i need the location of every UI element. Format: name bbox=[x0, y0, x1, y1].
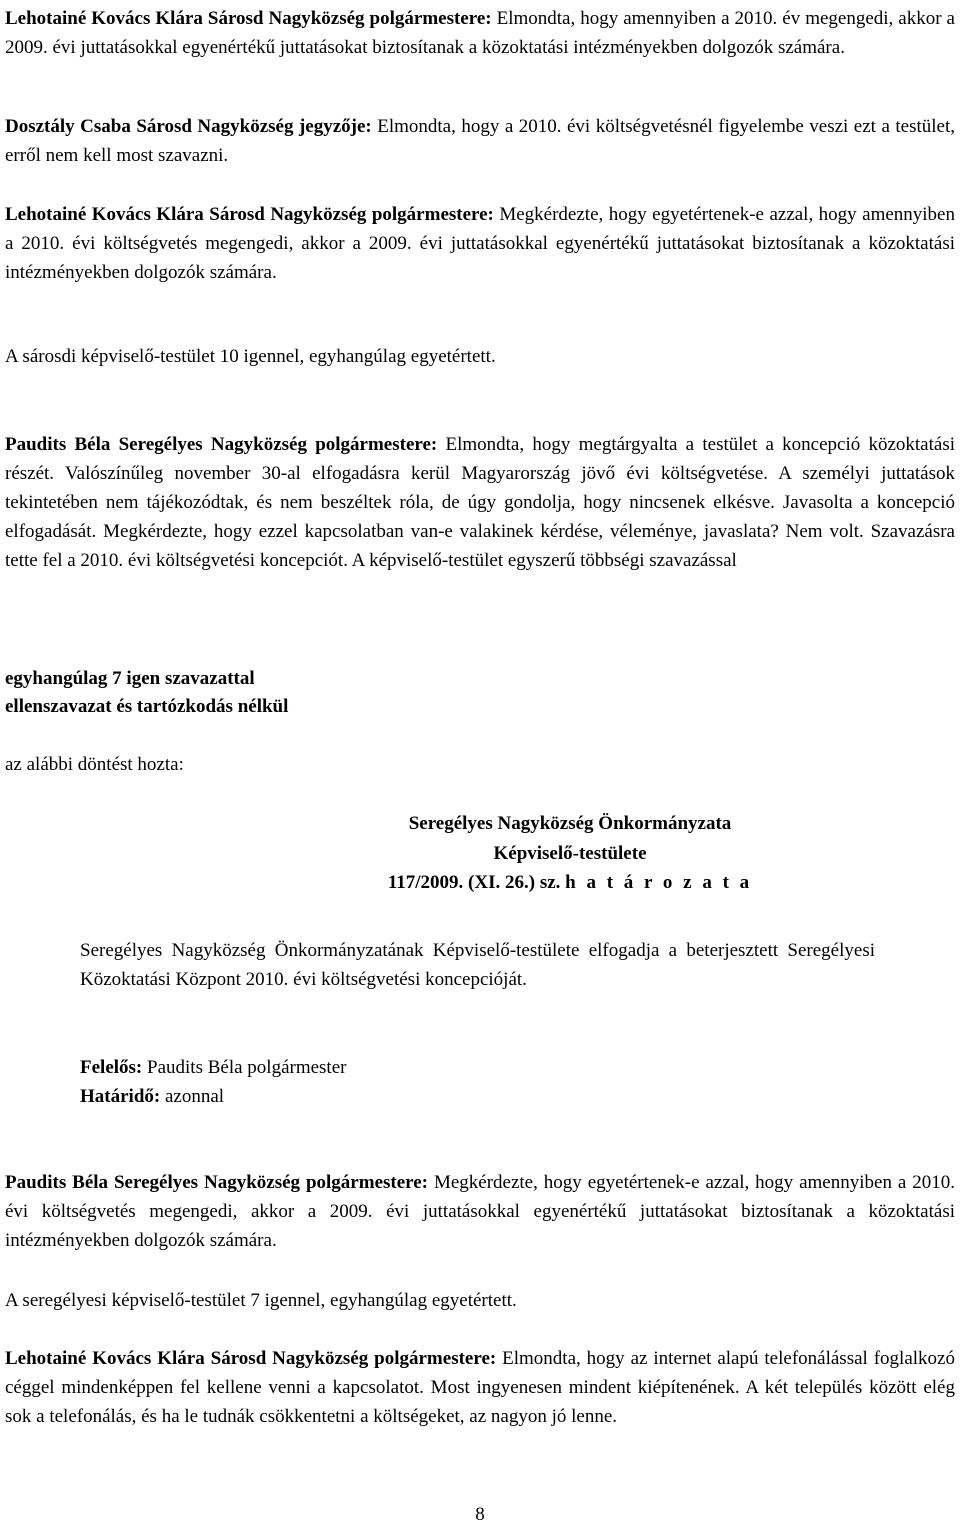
decision-title-1: Seregélyes Nagyközség Önkormányzata bbox=[408, 813, 732, 834]
paragraph-3 bbox=[5, 200, 955, 287]
responsible-value: Paudits Béla polgármester bbox=[142, 1057, 347, 1078]
speaker: Lehotainé Kovács Klára Sárosd Nagyközség polgármestere: bbox=[5, 204, 494, 225]
vote-line-2: ellenszavazat és tartózkodás nélkül bbox=[5, 696, 289, 717]
responsible-line bbox=[80, 1053, 346, 1082]
speaker: Lehotainé Kovács Klára Sárosd Nagyközség polgármestere: bbox=[5, 1348, 497, 1369]
decision-label: h a t á r o z a t a bbox=[565, 872, 753, 893]
paragraph-text: Megkérdezte, hogy egyetértenek-e azzal, hogy amennyiben a 2010. évi költségvetés megengedi, akkor a 2009. évi juttatásokkal egyenértékű juttatásokat biztosítanak a közoktatási intézményekben dolgozók számára. bbox=[5, 204, 955, 283]
paragraph-text: Elmondta, hogy amennyiben a 2010. év megengedi, akkor a 2009. évi juttatásokkal egyenértékű juttatásokat biztosítanak a közoktatási intézményekben dolgozók számára. bbox=[5, 8, 955, 58]
responsible-label: Felelős: bbox=[80, 1057, 143, 1078]
speaker: Paudits Béla Seregélyes Nagyközség polgármestere: bbox=[5, 1172, 429, 1193]
decision-title-2: Képviselő-testülete bbox=[493, 843, 647, 864]
decision-number-text: 117/2009. (XI. 26.) sz. bbox=[387, 872, 561, 893]
speaker: Dosztály Csaba Sárosd Nagyközség jegyzője: bbox=[5, 116, 372, 137]
paragraph-6 bbox=[5, 1168, 955, 1255]
page-number: 8 bbox=[475, 1504, 485, 1525]
paragraph-text: Elmondta, hogy megtárgyalta a testület a koncepció közoktatási részét. Valószínűleg november 30-al elfogadásra kerül Magyarország jövő évi költségvetése. A személyi juttatások tekintetében nem tájékozódtak, és nem beszéltek róla, de úgy gondolja, hogy nincsenek elkésve. Javasolta a koncepció elfogadását. Megkérdezte, hogy ezzel kapcsolatban van-e valakinek kérdése, véleménye, javaslata? Nem volt. Szavazásra tette fel a 2010. évi költségvetési koncepciót. A képviselő-testület egyszerű többségi szavazással bbox=[5, 434, 955, 571]
paragraph-8 bbox=[5, 1344, 955, 1431]
paragraph-2 bbox=[5, 112, 955, 170]
paragraph-5 bbox=[5, 430, 955, 575]
vote-line-1: egyhangúlag 7 igen szavazattal bbox=[5, 668, 255, 689]
deadline-label: Határidő: bbox=[80, 1086, 161, 1107]
paragraph-text: Megkérdezte, hogy egyetértenek-e azzal, hogy amennyiben a 2010. évi költségvetés megengedi, akkor a 2009. évi juttatásokkal egyenértékű juttatásokat biztosítanak a közoktatási intézményekben dolgozók számára. bbox=[5, 1172, 956, 1251]
deadline-line bbox=[80, 1082, 224, 1111]
paragraph-text: A sárosdi képviselő-testület 10 igennel, egyhangúlag egyetértett. bbox=[5, 346, 496, 367]
paragraph-text: Elmondta, hogy a 2010. évi költségvetésnél figyelembe veszi ezt a testület, erről nem kell most szavazni. bbox=[5, 116, 955, 166]
decision-number bbox=[350, 868, 790, 897]
paragraph-text: Elmondta, hogy az internet alapú telefonálással foglalkozó céggel mindenképpen fel kellene venni a kapcsolatot. Most ingyenesen mindent kiépítenének. A két település között elég sok a telefonálás, és ha le tudnák csökkentetni a költségeket, az nagyon jó lenne. bbox=[5, 1348, 955, 1427]
paragraph-7 bbox=[5, 1286, 955, 1315]
speaker: Paudits Béla Seregélyes Nagyközség polgármestere: bbox=[5, 434, 438, 455]
speaker: Lehotainé Kovács Klára Sárosd Nagyközség polgármestere: bbox=[5, 8, 492, 29]
deadline-value: azonnal bbox=[160, 1086, 225, 1107]
paragraph-1 bbox=[5, 4, 955, 62]
paragraph-4 bbox=[5, 342, 955, 371]
decision-intro: az alábbi döntést hozta: bbox=[5, 754, 184, 775]
paragraph-text: A seregélyesi képviselő-testület 7 igennel, egyhangúlag egyetértett. bbox=[5, 1290, 517, 1311]
decision-body: Seregélyes Nagyközség Önkormányzatának Képviselő-testülete elfogadja a beterjesztett Seregélyesi Közoktatási Központ 2010. évi költségvetési koncepcióját. bbox=[80, 940, 875, 990]
